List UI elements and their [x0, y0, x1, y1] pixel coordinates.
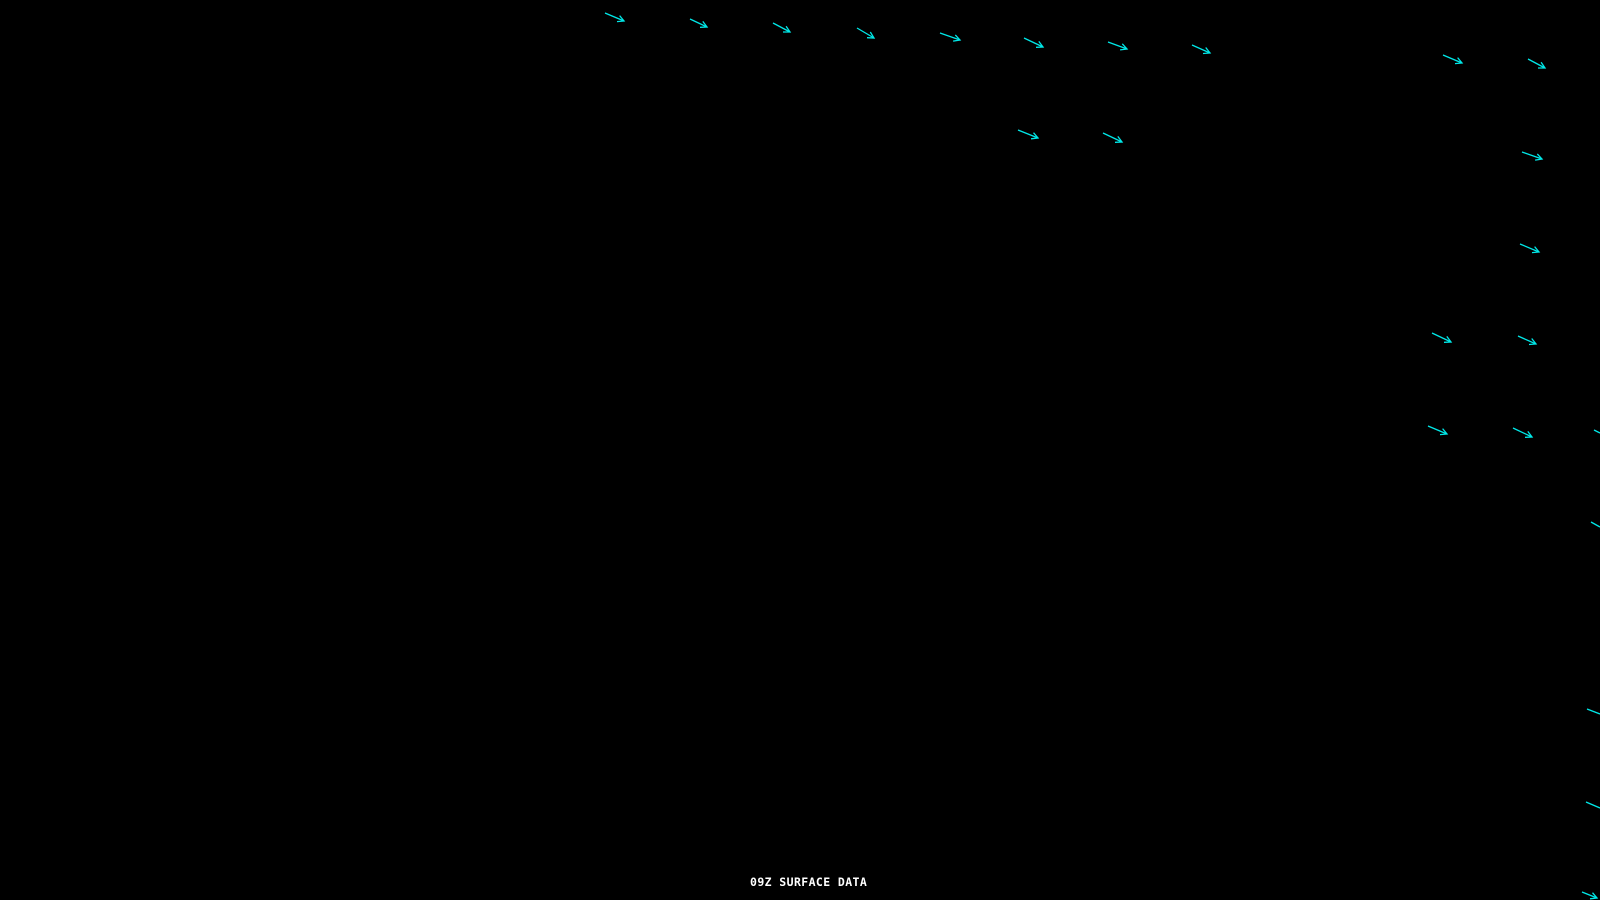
wind-vector-arrow [1513, 428, 1532, 437]
plot-caption: 09Z SURFACE DATA [750, 875, 868, 889]
wind-vector-arrow [1582, 892, 1597, 899]
wind-vector-arrow [1018, 130, 1038, 139]
wind-vector-arrow [1428, 426, 1447, 435]
wind-vector-arrow [1432, 333, 1451, 342]
wind-vector-arrow [690, 19, 707, 27]
wind-vector-arrow [1587, 709, 1600, 714]
wind-vector-arrow [1443, 55, 1462, 64]
wind-vector-arrow [605, 13, 624, 22]
wind-vector-arrow [1192, 45, 1210, 54]
wind-vector-arrow [1594, 430, 1600, 433]
wind-vector-arrow [1108, 42, 1127, 50]
wind-vector-arrow [940, 33, 960, 41]
wind-vector-arrow [1586, 802, 1600, 808]
wind-vector-arrow [1518, 336, 1536, 345]
wind-vector-arrow [1103, 133, 1122, 142]
wind-vector-arrow [1522, 152, 1542, 160]
wind-vector-arrow [1528, 59, 1545, 68]
wind-vector-arrow [1024, 38, 1043, 47]
wind-vector-arrow [1520, 244, 1539, 253]
wind-vector-arrow [773, 23, 790, 32]
wind-vector-arrow [1591, 522, 1600, 527]
wind-vector-arrow [857, 28, 874, 38]
